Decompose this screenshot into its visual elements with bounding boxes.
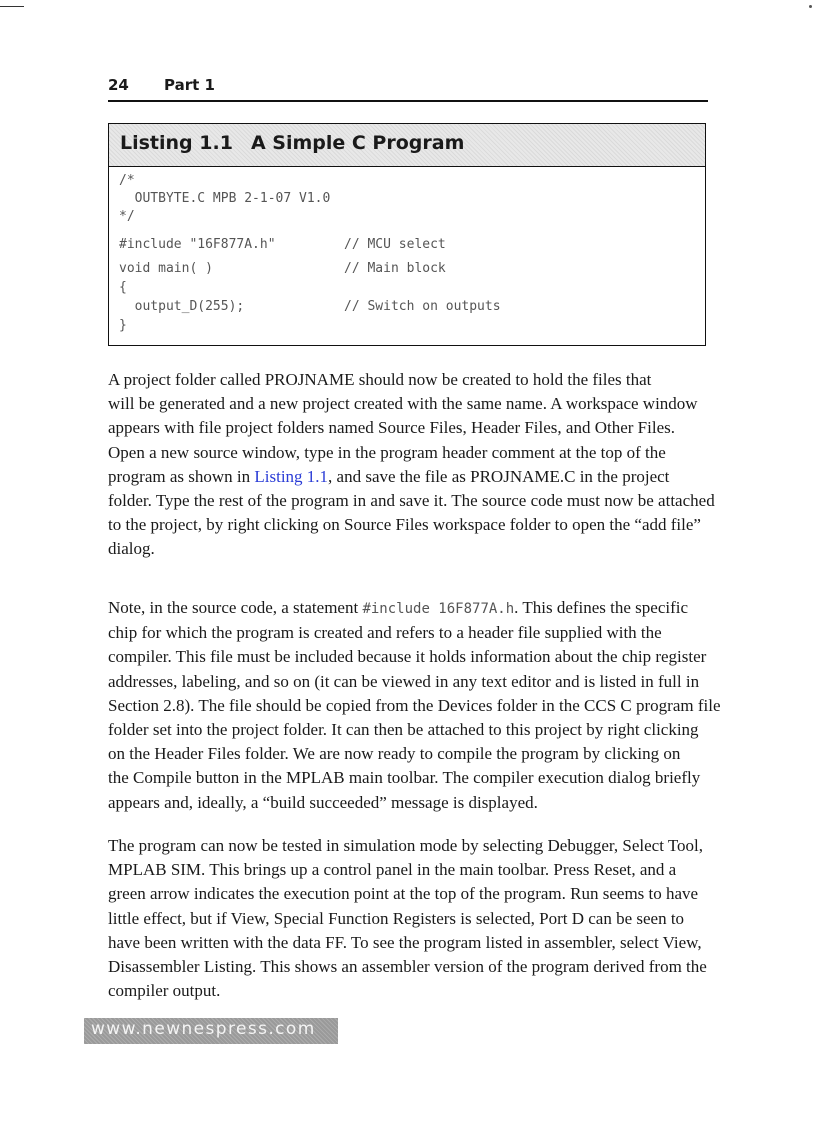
code-line: }: [119, 318, 127, 333]
header-rule: [108, 100, 708, 102]
code-line: void main( ) // Main block: [119, 261, 446, 276]
text-line: Open a new source window, type in the program header comment at the top of the: [108, 442, 666, 462]
publisher-url-banner: [84, 1018, 338, 1044]
text-line: will be generated and a new project created with the same name. A workspace window: [108, 394, 698, 414]
text-line: appears and, ideally, a “build succeeded” message is displayed.: [108, 792, 538, 812]
listing-link[interactable]: Listing 1.1: [254, 466, 329, 486]
inline-code: #include 16F877A.h: [362, 601, 515, 617]
listing-number: Listing 1.1: [120, 132, 233, 154]
text-line: green arrow indicates the execution point at the top of the program. Run seems to have: [108, 884, 699, 904]
paragraph-1: [108, 368, 715, 562]
code-comment: // MCU select: [344, 237, 446, 252]
text-line: compiler. This file must be included because it holds information about the chip register: [108, 647, 707, 667]
code-line: /*: [119, 173, 135, 188]
code-listing-box: [108, 123, 706, 346]
text-line: little effect, but if View, Special Function Registers is selected, Port D can be seen to: [108, 908, 685, 928]
text-line: have been written with the data FF. To see the program listed in assembler, select View,: [108, 932, 702, 952]
code-line: #include "16F877A.h" // MCU select: [119, 237, 446, 252]
text-line: A project folder called PROJNAME should now be created to hold the files that: [108, 370, 652, 389]
text-line: to the project, by right clicking on Source Files workspace folder to open the “add file”: [108, 515, 701, 535]
text-line: dialog.: [108, 539, 155, 559]
text-line: MPLAB SIM. This brings up a control panel in the main toolbar. Press Reset, and a: [108, 860, 677, 880]
text-line: compiler output.: [108, 981, 221, 1001]
text-line: addresses, labeling, and so on (it can be viewed in any text editor and is listed in full in: [108, 671, 700, 691]
listing-title: A Simple C Program: [250, 132, 465, 154]
text-line: folder. Type the rest of the program in and save it. The source code must now be attached: [108, 491, 715, 511]
text-line: Disassembler Listing. This shows an assembler version of the program derived from the: [108, 957, 707, 977]
listing-caption: [109, 124, 705, 167]
text-line: on the Header Files folder. We are now ready to compile the program by clicking on: [108, 744, 681, 764]
text-line: the Compile button in the MPLAB main toolbar. The compiler execution dialog briefly: [108, 768, 701, 788]
text-line: Section 2.8). The file should be copied from the Devices folder in the CCS C program file: [108, 695, 721, 715]
text-line: appears with file project folders named Source Files, Header Files, and Other Files.: [108, 418, 675, 438]
code-line: output_D(255); // Switch on outputs: [119, 299, 501, 314]
code-comment: // Switch on outputs: [344, 299, 501, 314]
code-line: {: [119, 280, 127, 295]
text-line: The program can now be tested in simulation mode by selecting Debugger, Select Tool,: [108, 836, 704, 855]
part-label: Part 1: [164, 76, 215, 94]
crop-mark: [0, 6, 24, 7]
code-line: */: [119, 209, 135, 224]
paragraph-2: [108, 596, 721, 815]
text-line: Note, in the source code, a statement #include 16F877A.h. This defines the specific: [108, 598, 689, 617]
text-line: program as shown in Listing 1.1, and save the file as PROJNAME.C in the project: [108, 466, 670, 486]
page-number: 24: [108, 76, 129, 94]
text-line: folder set into the project folder. It can then be attached to this project by right clicking: [108, 720, 699, 740]
paragraph-3: [108, 834, 708, 1003]
text-line: chip for which the program is created and refers to a header file supplied with the: [108, 623, 662, 643]
running-head: [108, 76, 708, 94]
publisher-url: www.newnespress.com: [91, 1019, 316, 1039]
crop-dot: [809, 5, 812, 8]
code-line: OUTBYTE.C MPB 2-1-07 V1.0: [119, 191, 331, 206]
code-comment: // Main block: [344, 261, 446, 276]
